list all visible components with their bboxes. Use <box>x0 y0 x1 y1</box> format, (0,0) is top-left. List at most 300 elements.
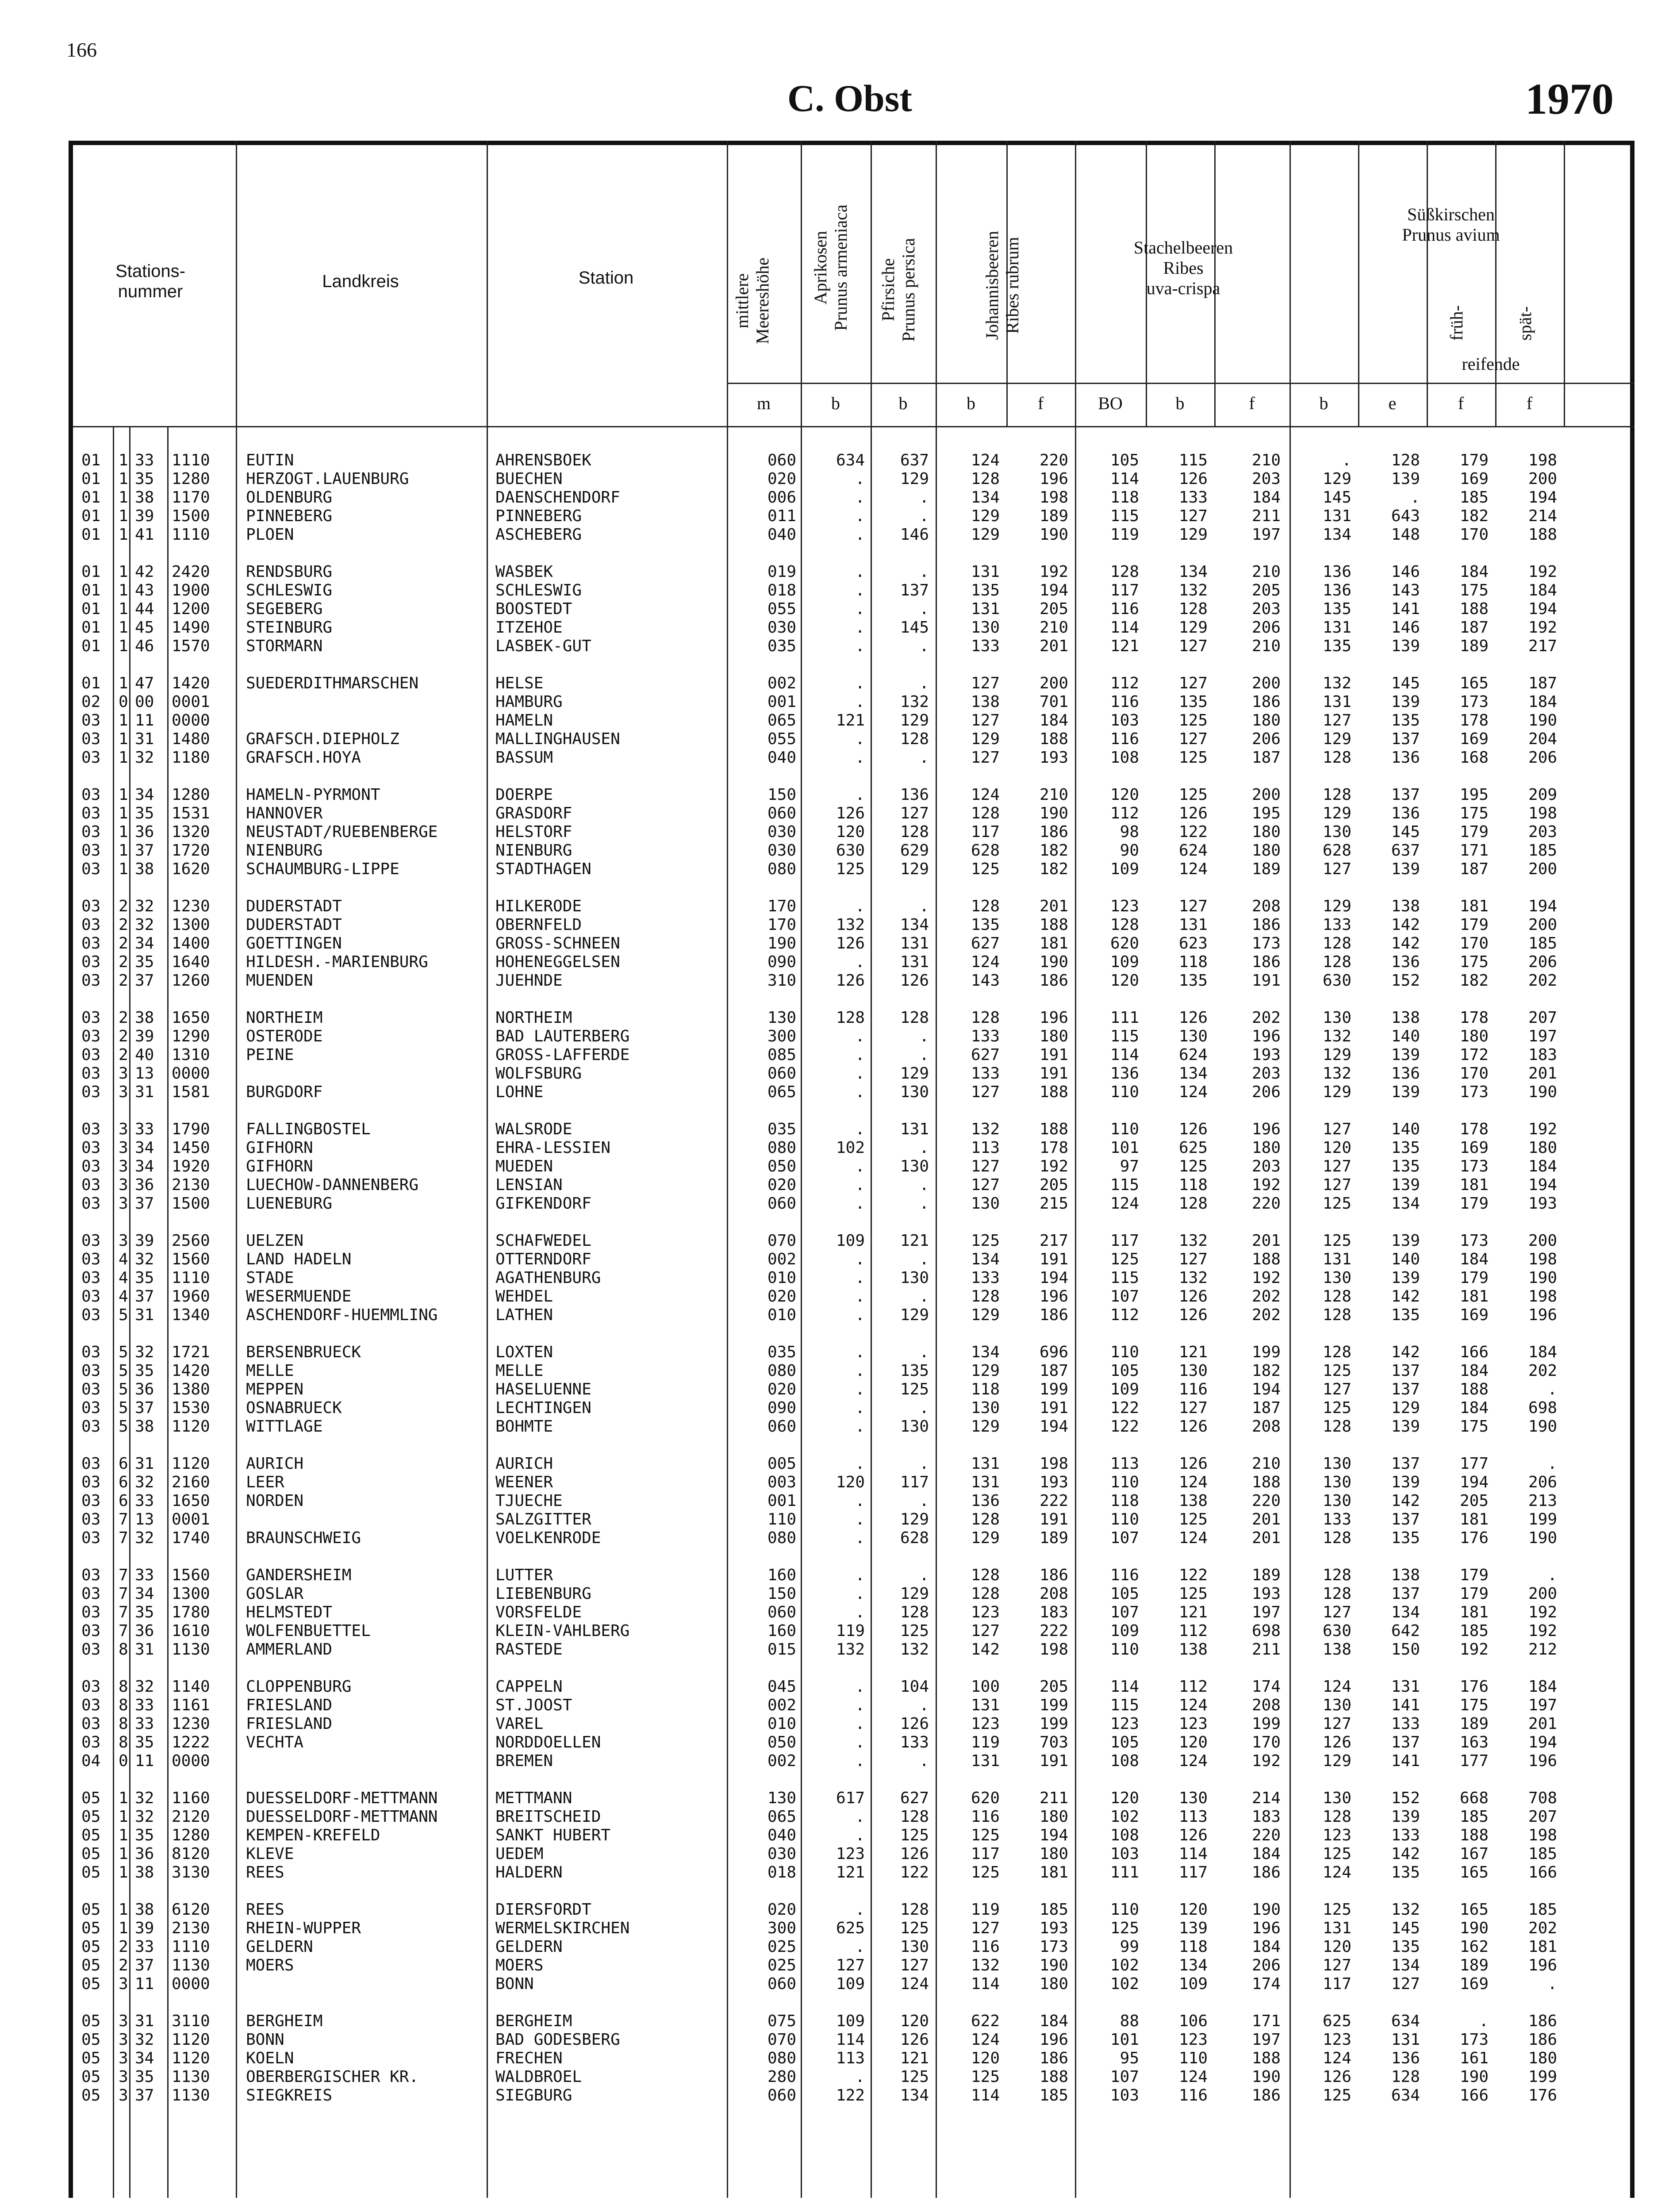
value-cell: 634 <box>1391 2012 1420 2030</box>
value-cell: 175 <box>1459 581 1489 599</box>
district-code: 4 <box>119 1269 128 1287</box>
value-cell: 192 <box>1039 1157 1068 1175</box>
value-cell: 134 <box>1391 1194 1420 1213</box>
table-row <box>0 1269 1673 1287</box>
station: LUTTER <box>495 1566 553 1584</box>
station: HILKERODE <box>495 897 582 915</box>
value-cell: 120 <box>900 2012 929 2030</box>
value-cell: . <box>1547 1455 1557 1473</box>
value-cell: 163 <box>1459 1733 1489 1751</box>
table-row <box>0 693 1673 711</box>
station-code: 1490 <box>172 618 210 637</box>
value-cell: . <box>919 1455 929 1473</box>
station-code: 1500 <box>172 507 210 525</box>
value-cell: 179 <box>1459 451 1489 469</box>
value-cell: 206 <box>1251 618 1281 637</box>
region-code: 11 <box>135 1975 154 1993</box>
landkreis: NORDEN <box>246 1492 304 1510</box>
value-cell: 126 <box>1178 1287 1208 1306</box>
station: LOXTEN <box>495 1343 553 1361</box>
value-cell: 132 <box>836 1640 865 1659</box>
district-code: 3 <box>119 2068 128 2086</box>
station: BREITSCHEID <box>495 1808 601 1826</box>
value-cell: . <box>855 1064 865 1083</box>
value-cell: 110 <box>767 1510 796 1528</box>
value-cell: 135 <box>971 581 1000 599</box>
table-row <box>0 972 1673 990</box>
value-cell: 201 <box>1528 1064 1557 1083</box>
station: JUEHNDE <box>495 972 563 990</box>
value-cell: 065 <box>767 711 796 730</box>
value-cell: 135 <box>1391 711 1420 730</box>
value-cell: 132 <box>836 916 865 934</box>
landkreis: STORMARN <box>246 637 323 655</box>
value-cell: 212 <box>1528 1640 1557 1659</box>
region-code: 38 <box>135 488 154 507</box>
district-code: 2 <box>119 953 128 971</box>
table-row <box>0 730 1673 749</box>
district-code: 1 <box>119 618 128 637</box>
table-row <box>0 1733 1673 1752</box>
value-cell: 132 <box>971 1956 1000 1974</box>
value-cell: 102 <box>1110 1808 1139 1826</box>
value-cell: 174 <box>1251 1975 1281 1993</box>
unit-b: b <box>898 393 908 413</box>
value-cell: 107 <box>1110 1287 1139 1306</box>
value-cell: 060 <box>767 804 796 822</box>
station: OBERNFELD <box>495 916 582 934</box>
value-cell: . <box>855 1399 865 1417</box>
value-cell: 127 <box>971 1176 1000 1194</box>
value-cell: 122 <box>1178 1566 1208 1584</box>
landkreis: LUECHOW-DANNENBERG <box>246 1176 419 1194</box>
value-cell: 120 <box>1110 1789 1139 1807</box>
value-cell: 126 <box>1178 804 1208 822</box>
value-cell: . <box>919 1492 929 1510</box>
value-cell: . <box>919 897 929 915</box>
district-code: 3 <box>119 2031 128 2049</box>
value-cell: 698 <box>1251 1622 1281 1640</box>
value-cell: 189 <box>1251 1566 1281 1584</box>
region-code: 33 <box>135 1715 154 1733</box>
value-cell: 182 <box>1251 1362 1281 1380</box>
state-code: 05 <box>81 1845 101 1863</box>
value-cell: 127 <box>836 1956 865 1974</box>
page-title: C. Obst <box>787 77 912 119</box>
value-cell: 199 <box>1528 2068 1557 2086</box>
station: HELSE <box>495 674 544 692</box>
district-code: 1 <box>119 581 128 599</box>
value-cell: 129 <box>971 1529 1000 1547</box>
value-cell: 194 <box>1528 897 1557 915</box>
station-code: 1260 <box>172 972 210 990</box>
state-code: 03 <box>81 1027 101 1045</box>
value-cell: 129 <box>900 1306 929 1324</box>
value-cell: 140 <box>1391 1250 1420 1268</box>
value-cell: 196 <box>1039 1287 1068 1306</box>
table-row <box>0 1826 1673 1845</box>
value-cell: 95 <box>1120 2049 1139 2067</box>
value-cell: 142 <box>1391 1343 1420 1361</box>
district-code: 7 <box>119 1566 128 1584</box>
district-code: 1 <box>119 841 128 860</box>
region-code: 13 <box>135 1064 154 1083</box>
region-code: 35 <box>135 1269 154 1287</box>
value-cell: 624 <box>1178 841 1208 860</box>
value-cell: 196 <box>1528 1956 1557 1974</box>
value-cell: 127 <box>1322 1380 1351 1398</box>
value-cell: . <box>919 1250 929 1268</box>
value-cell: . <box>855 897 865 915</box>
station-code: 1180 <box>172 749 210 767</box>
value-cell: 116 <box>971 1938 1000 1956</box>
value-cell: 019 <box>767 563 796 581</box>
station: AHRENSBOEK <box>495 451 591 469</box>
landkreis: DUDERSTADT <box>246 916 342 934</box>
value-cell: 126 <box>1322 2068 1351 2086</box>
table-row <box>0 470 1673 488</box>
value-cell: 137 <box>1391 1455 1420 1473</box>
value-cell: 190 <box>1528 1417 1557 1436</box>
value-cell: 112 <box>1110 674 1139 692</box>
value-cell: 018 <box>767 581 796 599</box>
value-cell: 196 <box>1251 1027 1281 1045</box>
table-row <box>0 1455 1673 1473</box>
value-cell: 214 <box>1528 507 1557 525</box>
value-cell: 131 <box>971 563 1000 581</box>
value-cell: 129 <box>1322 1083 1351 1101</box>
district-code: 1 <box>119 470 128 488</box>
value-cell: . <box>855 674 865 692</box>
landkreis: PINNEBERG <box>246 507 333 525</box>
value-cell: 110 <box>1110 1640 1139 1659</box>
landkreis: RHEIN-WUPPER <box>246 1919 361 1937</box>
value-cell: 202 <box>1251 1306 1281 1324</box>
value-cell: 134 <box>971 1250 1000 1268</box>
landkreis: STEINBURG <box>246 618 333 637</box>
station-code: 1310 <box>172 1046 210 1064</box>
table-row <box>0 804 1673 823</box>
value-cell: 189 <box>1039 1529 1068 1547</box>
station-code: 1400 <box>172 934 210 952</box>
district-code: 3 <box>119 2049 128 2067</box>
value-cell: 115 <box>1178 451 1208 469</box>
value-cell: 129 <box>1322 1752 1351 1770</box>
value-cell: 175 <box>1459 1417 1489 1436</box>
state-code: 03 <box>81 1510 101 1528</box>
value-cell: 118 <box>1110 488 1139 507</box>
value-cell: 190 <box>1039 1956 1068 1974</box>
landkreis: RENDSBURG <box>246 563 333 581</box>
value-cell: 169 <box>1459 1975 1489 1993</box>
value-cell: 192 <box>1528 1120 1557 1138</box>
value-cell: 130 <box>1322 1492 1351 1510</box>
value-cell: 620 <box>971 1789 1000 1807</box>
value-cell: 128 <box>1391 451 1420 469</box>
state-code: 05 <box>81 1956 101 1974</box>
value-cell: 135 <box>1178 693 1208 711</box>
value-cell: 102 <box>836 1139 865 1157</box>
state-code: 04 <box>81 1752 101 1770</box>
value-cell: 123 <box>1178 1715 1208 1733</box>
state-code: 03 <box>81 1640 101 1659</box>
state-code: 05 <box>81 1808 101 1826</box>
station-code: 1531 <box>172 804 210 822</box>
value-cell: 176 <box>1459 1678 1489 1696</box>
value-cell: 102 <box>1110 1956 1139 1974</box>
value-cell: 170 <box>1251 1733 1281 1751</box>
station-code: 1110 <box>172 1269 210 1287</box>
unit-bo: BO <box>1098 393 1123 413</box>
value-cell: 130 <box>1322 1269 1351 1287</box>
value-cell: 127 <box>971 1622 1000 1640</box>
value-cell: 040 <box>767 526 796 544</box>
value-cell: 135 <box>1178 972 1208 990</box>
table-row <box>0 749 1673 767</box>
station-code: 1280 <box>172 470 210 488</box>
value-cell: 128 <box>900 1009 929 1027</box>
value-cell: 006 <box>767 488 796 507</box>
table-row <box>0 581 1673 600</box>
value-cell: 127 <box>1178 1250 1208 1268</box>
table-row <box>0 1938 1673 1956</box>
value-cell: 126 <box>900 972 929 990</box>
value-cell: 120 <box>971 2049 1000 2067</box>
table-row <box>0 1232 1673 1250</box>
landkreis: AURICH <box>246 1455 304 1473</box>
value-cell: 065 <box>767 1083 796 1101</box>
station-code: 1130 <box>172 2086 210 2104</box>
value-cell: 060 <box>767 2086 796 2104</box>
value-cell: . <box>855 618 865 637</box>
value-cell: 132 <box>1178 581 1208 599</box>
value-cell: 140 <box>1391 1027 1420 1045</box>
value-cell: . <box>855 1808 865 1826</box>
landkreis: OBERBERGISCHER KR. <box>246 2068 419 2086</box>
station-code: 1420 <box>172 674 210 692</box>
value-cell: 131 <box>971 1696 1000 1714</box>
value-cell: 176 <box>1459 1529 1489 1547</box>
station: HAMELN <box>495 711 553 730</box>
value-cell: 132 <box>1391 1901 1420 1919</box>
district-code: 3 <box>119 1232 128 1250</box>
value-cell: 128 <box>971 1287 1000 1306</box>
value-cell: 055 <box>767 730 796 748</box>
value-cell: 001 <box>767 1492 796 1510</box>
value-cell: 192 <box>1528 1603 1557 1621</box>
region-code: 35 <box>135 953 154 971</box>
value-cell: 146 <box>900 526 929 544</box>
state-code: 03 <box>81 1566 101 1584</box>
value-cell: 127 <box>1178 1399 1208 1417</box>
station-code: 2120 <box>172 1808 210 1826</box>
unit-b: b <box>967 393 975 413</box>
value-cell: 128 <box>1322 749 1351 767</box>
district-code: 7 <box>119 1510 128 1528</box>
table-row <box>0 841 1673 860</box>
table-row <box>0 1640 1673 1659</box>
value-cell: 703 <box>1039 1733 1068 1751</box>
value-cell: 187 <box>1251 1399 1281 1417</box>
state-code: 03 <box>81 916 101 934</box>
value-cell: . <box>855 1733 865 1751</box>
value-cell: 129 <box>1322 1046 1351 1064</box>
unit-b: b <box>1319 393 1328 413</box>
value-cell: 138 <box>1391 1009 1420 1027</box>
station: MELLE <box>495 1362 544 1380</box>
value-cell: 127 <box>1322 1120 1351 1138</box>
region-code: 35 <box>135 1733 154 1751</box>
value-cell: 128 <box>836 1009 865 1027</box>
state-code: 03 <box>81 1139 101 1157</box>
value-cell: 129 <box>971 1362 1000 1380</box>
value-cell: 220 <box>1251 1826 1281 1844</box>
value-cell: 129 <box>900 470 929 488</box>
value-cell: 181 <box>1039 934 1068 952</box>
district-code: 8 <box>119 1696 128 1714</box>
value-cell: 194 <box>1039 1826 1068 1844</box>
district-code: 2 <box>119 1046 128 1064</box>
station: WEHDEL <box>495 1287 553 1306</box>
landkreis: GOSLAR <box>246 1585 304 1603</box>
value-cell: 139 <box>1391 1046 1420 1064</box>
value-cell: 201 <box>1039 637 1068 655</box>
value-cell: 128 <box>1391 2068 1420 2086</box>
value-cell: 124 <box>1178 1752 1208 1770</box>
value-cell: 138 <box>1391 897 1420 915</box>
landkreis: GIFHORN <box>246 1157 313 1175</box>
value-cell: 172 <box>1459 1046 1489 1064</box>
value-cell: 185 <box>1459 1808 1489 1826</box>
value-cell: 133 <box>971 1269 1000 1287</box>
value-cell: 116 <box>1110 730 1139 748</box>
station-code: 1230 <box>172 1715 210 1733</box>
value-cell: 090 <box>767 1399 796 1417</box>
value-cell: 126 <box>1178 1306 1208 1324</box>
value-cell: 125 <box>971 1232 1000 1250</box>
unit-f: f <box>1037 393 1044 413</box>
region-code: 33 <box>135 1696 154 1714</box>
value-cell: 128 <box>1322 786 1351 804</box>
value-cell: 637 <box>1391 841 1420 860</box>
unit-m: m <box>756 393 771 413</box>
station-code: 1640 <box>172 953 210 971</box>
region-code: 38 <box>135 1901 154 1919</box>
value-cell: 131 <box>1322 1250 1351 1268</box>
value-cell: 137 <box>1391 786 1420 804</box>
header-station: Station <box>578 268 634 288</box>
region-code: 33 <box>135 1120 154 1138</box>
value-cell: 139 <box>1391 1232 1420 1250</box>
value-cell: 115 <box>1110 1027 1139 1045</box>
unit-b: b <box>831 393 840 413</box>
state-code: 03 <box>81 711 101 730</box>
value-cell: 173 <box>1459 1232 1489 1250</box>
value-cell: 198 <box>1528 1287 1557 1306</box>
value-cell: 129 <box>971 1417 1000 1436</box>
value-cell: 110 <box>1178 2049 1208 2067</box>
value-cell: 130 <box>900 1938 929 1956</box>
value-cell: 199 <box>1251 1715 1281 1733</box>
value-cell: 220 <box>1251 1194 1281 1213</box>
table-row <box>0 1715 1673 1733</box>
value-cell: 628 <box>900 1529 929 1547</box>
station: TJUECHE <box>495 1492 563 1510</box>
station: NIENBURG <box>495 841 572 860</box>
station-code: 1450 <box>172 1139 210 1157</box>
table-row <box>0 860 1673 879</box>
value-cell: 002 <box>767 1696 796 1714</box>
table-row <box>0 1064 1673 1083</box>
station: AGATHENBURG <box>495 1269 601 1287</box>
station: DAENSCHENDORF <box>495 488 620 507</box>
value-cell: 185 <box>1459 488 1489 507</box>
value-cell: 133 <box>1178 488 1208 507</box>
district-code: 5 <box>119 1417 128 1436</box>
state-code: 02 <box>81 693 101 711</box>
value-cell: 184 <box>1528 1343 1557 1361</box>
station-code: 1721 <box>172 1343 210 1361</box>
value-cell: 190 <box>1528 1083 1557 1101</box>
region-code: 39 <box>135 507 154 525</box>
value-cell: 129 <box>1391 1399 1420 1417</box>
value-cell: 187 <box>1251 749 1281 767</box>
value-cell: 98 <box>1120 823 1139 841</box>
region-code: 39 <box>135 1232 154 1250</box>
value-cell: 138 <box>1391 1566 1420 1584</box>
district-code: 1 <box>119 1845 128 1863</box>
value-cell: 185 <box>1039 1901 1068 1919</box>
region-code: 39 <box>135 1027 154 1045</box>
value-cell: 117 <box>971 1845 1000 1863</box>
value-cell: 202 <box>1251 1009 1281 1027</box>
header-landkreis: Landkreis <box>322 272 399 291</box>
station-code: 1530 <box>172 1399 210 1417</box>
value-cell: 050 <box>767 1157 796 1175</box>
value-cell: 191 <box>1039 1046 1068 1064</box>
table-row <box>0 1752 1673 1770</box>
value-cell: 116 <box>971 1808 1000 1826</box>
station-code: 6120 <box>172 1901 210 1919</box>
value-cell: 116 <box>1110 600 1139 618</box>
state-code: 03 <box>81 1046 101 1064</box>
value-cell: 130 <box>900 1417 929 1436</box>
value-cell: 130 <box>1322 1696 1351 1714</box>
table-row <box>0 1027 1673 1046</box>
table-row <box>0 1789 1673 1808</box>
table-row <box>0 1901 1673 1919</box>
value-cell: 005 <box>767 1455 796 1473</box>
table-row <box>0 934 1673 953</box>
state-code: 03 <box>81 1083 101 1101</box>
value-cell: 90 <box>1120 841 1139 860</box>
value-cell: 110 <box>1110 1473 1139 1491</box>
value-cell: 126 <box>836 934 865 952</box>
district-code: 1 <box>119 1919 128 1937</box>
value-cell: 125 <box>1178 786 1208 804</box>
landkreis: BURGDORF <box>246 1083 323 1101</box>
value-cell: 189 <box>1251 860 1281 878</box>
value-cell: . <box>855 1417 865 1436</box>
station: MALLINGHAUSEN <box>495 730 620 748</box>
value-cell: 134 <box>900 916 929 934</box>
value-cell: 131 <box>900 934 929 952</box>
value-cell: 169 <box>1459 730 1489 748</box>
region-code: 43 <box>135 581 154 599</box>
value-cell: 182 <box>1459 507 1489 525</box>
value-cell: 060 <box>767 1194 796 1213</box>
station-code: 1160 <box>172 1789 210 1807</box>
